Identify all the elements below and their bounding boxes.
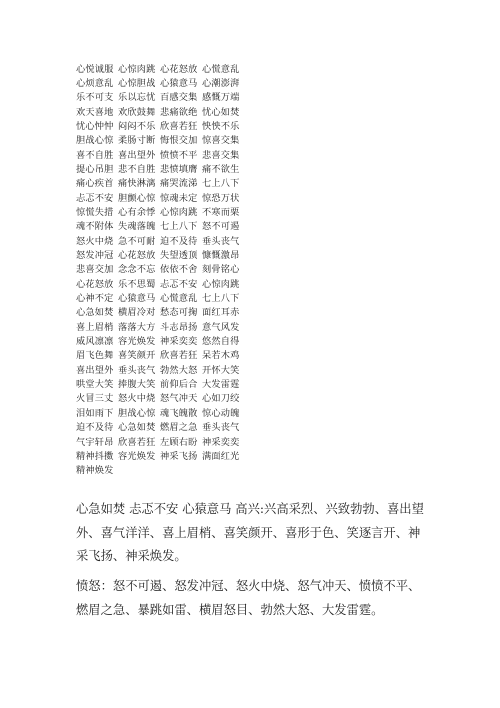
- idiom-cell: 勃然大怒: [160, 364, 198, 376]
- idiom-cell: 容光焕发: [118, 450, 156, 462]
- idiom-cell: 神采奕奕: [160, 336, 198, 348]
- idiom-cell: 乐不可支: [76, 92, 114, 104]
- idiom-cell: 横眉冷对: [118, 307, 156, 319]
- idiom-cell: 意气风发: [202, 321, 240, 333]
- idiom-cell: 捧腹大笑: [118, 379, 156, 391]
- idiom-cell: 不寒而栗: [202, 207, 240, 218]
- idiom-cell: 哄堂大笑: [76, 379, 114, 391]
- idiom-row: [76, 435, 276, 449]
- idiom-cell: 燃眉之急: [160, 422, 198, 434]
- idiom-cell: 急不可耐: [118, 235, 156, 247]
- idiom-cell: 忐忑不安: [160, 278, 198, 290]
- idiom-cell: 怏怏不乐: [202, 120, 240, 132]
- idiom-cell: 魂不附体: [76, 221, 114, 233]
- idiom-cell: 念念不忘: [118, 264, 156, 276]
- idiom-cell: 七上八下: [202, 293, 240, 305]
- idiom-cell: 欣喜若狂: [160, 120, 198, 132]
- idiom-cell: 气宇轩昂: [76, 436, 114, 448]
- idiom-cell: 喜上眉梢: [76, 321, 114, 333]
- idiom-cell: 大发雷霆: [202, 379, 240, 391]
- idiom-cell: 愁态可掬: [160, 307, 198, 319]
- idiom-row: [76, 234, 276, 248]
- idiom-cell: 怒气冲天: [160, 393, 198, 405]
- idiom-cell: 惊心动魄: [202, 407, 240, 419]
- idiom-cell: 忧心忡忡: [76, 120, 114, 132]
- idiom-cell: 心花怒放: [76, 278, 114, 290]
- idiom-cell: 欣喜若狂: [118, 436, 156, 448]
- paragraph-anger: 愤怒：怒不可遏、怒发冲冠、怒火中烧、怒气冲天、愤愤不平、燃眉之急、暴跳如雷、横眉怒目、勃然大怒、大发雷霆。: [76, 579, 421, 617]
- idiom-cell: 悲喜交集: [202, 149, 240, 161]
- idiom-cell: 提心吊胆: [76, 163, 114, 175]
- idiom-cell: 火冒三丈: [76, 393, 114, 405]
- idiom-cell: 喜出望外: [118, 149, 156, 161]
- idiom-cell: 怒火中烧: [118, 393, 156, 405]
- idiom-cell: 悔恨交加: [160, 135, 198, 147]
- idiom-cell: 痛快淋漓: [118, 178, 156, 190]
- idiom-cell: 柔肠寸断: [118, 135, 156, 147]
- idiom-cell: 悲痛欲绝: [160, 106, 198, 118]
- idiom-cell: 心慌意乱: [160, 293, 198, 305]
- idiom-row: [76, 406, 276, 420]
- idiom-cell: 胆战心惊: [76, 135, 114, 147]
- idiom-cell: 心急如焚: [118, 422, 156, 434]
- idiom-cell: 落落大方: [118, 321, 156, 333]
- idiom-cell: 慷慨激昂: [202, 250, 240, 262]
- idiom-cell: 左顾右盼: [160, 436, 198, 448]
- idiom-cell: 心惊肉跳: [118, 63, 156, 75]
- idiom-row: [76, 320, 276, 334]
- idiom-cell: 心惊胆战: [118, 77, 156, 89]
- idiom-cell: 面红耳赤: [202, 307, 240, 319]
- idiom-cell: 惊魂未定: [160, 192, 198, 204]
- idiom-cell: 精神焕发: [76, 465, 114, 477]
- idiom-cell: 痛心疾首: [76, 178, 114, 190]
- idiom-cell: 喜笑颜开: [118, 350, 156, 362]
- idiom-row: [76, 148, 276, 162]
- idiom-cell: 悲不自胜: [118, 163, 156, 175]
- idiom-row: [76, 335, 276, 349]
- idiom-cell: 依依不舍: [160, 264, 198, 276]
- idiom-cell: 愤愤不平: [160, 149, 198, 161]
- idiom-cell: 开怀大笑: [202, 364, 240, 376]
- idiom-cell: 忧心如焚: [202, 106, 240, 118]
- idiom-cell: 心烦意乱: [76, 77, 114, 89]
- idiom-cell: 痛不欲生: [202, 163, 240, 175]
- idiom-cell: 喜不自胜: [76, 149, 114, 161]
- idiom-cell: 迫不及待: [160, 235, 198, 247]
- idiom-cell: 前仰后合: [160, 379, 198, 391]
- idiom-cell: 惊恐万状: [202, 192, 240, 204]
- idiom-cell: 威风凛凛: [76, 336, 114, 348]
- idiom-cell: 呆若木鸡: [202, 350, 240, 362]
- idiom-cell: 心猿意马: [160, 77, 198, 89]
- idiom-row: [76, 277, 276, 291]
- idiom-cell: 垂头丧气: [202, 235, 240, 247]
- idiom-cell: 心花怒放: [160, 63, 198, 75]
- idiom-row: [76, 177, 276, 191]
- idiom-row: [76, 449, 276, 463]
- idiom-cell: 惊喜交集: [202, 135, 240, 147]
- idiom-cell: 心悦诚服: [76, 63, 114, 75]
- idiom-row: [76, 105, 276, 119]
- idiom-cell: 失魂落魄: [118, 221, 156, 233]
- idiom-cell: 胆战心惊: [118, 407, 156, 419]
- idiom-row: [76, 191, 276, 205]
- idiom-row: [76, 378, 276, 392]
- idiom-row: [76, 392, 276, 406]
- idiom-cell: 百感交集: [160, 92, 198, 104]
- idiom-cell: 垂头丧气: [118, 364, 156, 376]
- idiom-row: [76, 119, 276, 133]
- idiom-row: [76, 263, 276, 277]
- idiom-cell: 心神不定: [76, 293, 114, 305]
- idiom-cell: 心猿意马: [118, 293, 156, 305]
- idiom-cell: 心如刀绞: [202, 393, 240, 405]
- idiom-cell: 痛哭流涕: [160, 178, 198, 190]
- idiom-row: [76, 292, 276, 306]
- idiom-row: [76, 349, 276, 363]
- idiom-row: [76, 464, 276, 478]
- idiom-cell: 七上八下: [202, 178, 240, 190]
- idiom-row: [76, 306, 276, 320]
- idiom-row: [76, 205, 276, 219]
- idiom-cell: 闷闷不乐: [118, 120, 156, 132]
- idiom-row: [76, 76, 276, 90]
- idiom-row: [76, 162, 276, 176]
- idiom-cell: 神采奕奕: [202, 436, 240, 448]
- idiom-cell: 迫不及待: [76, 422, 114, 434]
- idiom-cell: 乐不思蜀: [118, 278, 156, 290]
- idiom-cell: 惊慌失措: [76, 207, 114, 218]
- idiom-cell: 怒不可遏: [202, 221, 240, 233]
- idiom-cell: 眉飞色舞: [76, 350, 114, 362]
- idiom-cell: 胆颤心惊: [118, 192, 156, 204]
- idiom-cell: 欢欣鼓舞: [118, 106, 156, 118]
- idiom-cell: 七上八下: [160, 221, 198, 233]
- idiom-cell: 心慌意乱: [202, 63, 240, 75]
- idiom-cell: 失望透顶: [160, 250, 198, 262]
- idiom-cell: 心潮澎湃: [202, 77, 240, 89]
- idiom-cell: 悲喜交加: [76, 264, 114, 276]
- idiom-cell: 满面红光: [202, 450, 240, 462]
- idiom-cell: 魂飞魄散: [160, 407, 198, 419]
- idiom-cell: 刻骨铭心: [202, 264, 240, 276]
- idiom-cell: 心惊肉跳: [202, 278, 240, 290]
- idiom-cell: 怒发冲冠: [76, 250, 114, 262]
- idiom-cell: 欣喜若狂: [160, 350, 198, 362]
- idiom-row: [76, 421, 276, 435]
- idiom-cell: 悠然自得: [202, 336, 240, 348]
- idiom-row: [76, 134, 276, 148]
- idiom-row: [76, 220, 276, 234]
- idiom-cell: 乐以忘忧: [118, 92, 156, 104]
- idiom-cell: 心急如焚: [76, 307, 114, 319]
- idiom-list: [76, 62, 276, 478]
- idiom-cell: 心有余悸: [118, 207, 156, 218]
- idiom-cell: 精神抖擞: [76, 450, 114, 462]
- idiom-cell: 悲愤填膺: [160, 163, 198, 175]
- idiom-cell: 心花怒放: [118, 250, 156, 262]
- idiom-cell: 容光焕发: [118, 336, 156, 348]
- idiom-cell: 喜出望外: [76, 364, 114, 376]
- idiom-row: [76, 91, 276, 105]
- idiom-cell: 神采飞扬: [160, 450, 198, 462]
- idiom-cell: 泪如雨下: [76, 407, 114, 419]
- idiom-cell: 斗志昂扬: [160, 321, 198, 333]
- idiom-cell: 欢天喜地: [76, 106, 114, 118]
- idiom-cell: 怒火中烧: [76, 235, 114, 247]
- idiom-cell: 心惊肉跳: [160, 207, 198, 218]
- idiom-cell: 感慨万端: [202, 92, 240, 104]
- idiom-cell: 忐忑不安: [76, 192, 114, 204]
- idiom-row: [76, 363, 276, 377]
- paragraph-happy: 心急如焚 忐忑不安 心猿意马 高兴:兴高采烈、兴致勃勃、喜出望外、喜气洋洋、喜上眉梢、喜笑颜开、喜形于色、笑逐言开、神采飞扬、神采焕发。: [76, 502, 424, 563]
- idiom-cell: 垂头丧气: [202, 422, 240, 434]
- idiom-row: [76, 248, 276, 262]
- idiom-row: [76, 62, 276, 76]
